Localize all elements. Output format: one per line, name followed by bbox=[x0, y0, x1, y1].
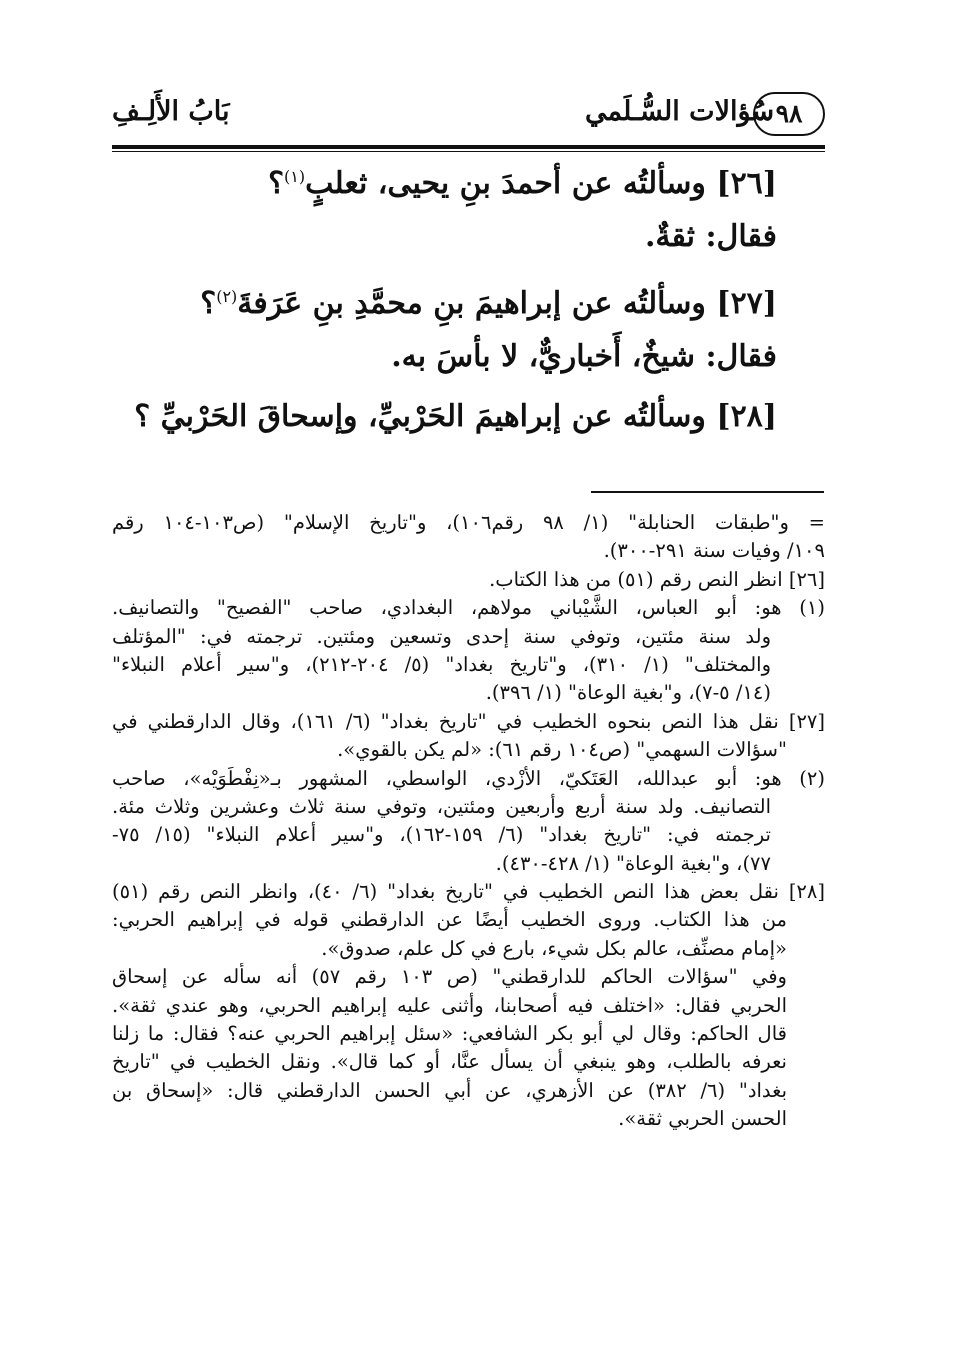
footnote-line: الحربي فقال: «اختلف فيه أصحابنا، وأثنى عليه إبراهيم الحربي، وهو عندي ثقة». bbox=[112, 993, 787, 1017]
footnote-line: ولد سنة مئتين، وتوفي سنة إحدى وتسعين ومئتين. ترجمته في: "المؤتلف bbox=[112, 624, 771, 648]
footnote-separator bbox=[591, 491, 824, 493]
footnote-line: «إمام مصنِّف، عالم بكل شيء، بارع في كل علم، صدوق». bbox=[321, 936, 787, 960]
footnote-line: وفي "سؤالات الحاكم للدارقطني" (ص ١٠٣ رقم ٥٧) أنه سأله عن إسحاق bbox=[112, 965, 787, 989]
footnote-line: التصانيف. ولد سنة أربع وأربعين ومئتين، وتوفي سنة ثلاث وعشرين وثلاث مئة. bbox=[112, 794, 771, 818]
footnote-line: بغداد" (٦/ ٣٨٢) عن الأزهري، عن أبي الحسن الدارقطني قال: «إسحاق بن bbox=[112, 1078, 787, 1102]
header-rule-thin bbox=[112, 151, 825, 152]
entry-text: [٢٨] وسألتُه عن إبراهيمَ الحَرْبيِّ، وإسحاقَ الحَرْبيِّ ؟ bbox=[134, 399, 777, 434]
footnote-line: ترجمته في: "تاريخ بغداد" (٦/ ١٥٩-١٦٢)، و"سير أعلام النبلاء" (١٥/ ٧٥- bbox=[112, 823, 771, 847]
footnote-line: الحسن الحربي ثقة». bbox=[618, 1107, 787, 1131]
page-number: ٩٨ bbox=[753, 92, 825, 136]
footnote-line: [٢٧] نقل هذا النص بنحوه الخطيب في "تاريخ بغداد" (٦/ ١٦١)، وقال الدارقطني في bbox=[112, 709, 825, 733]
footnote-line: والمختلف" (١/ ٣١٠)، و"تاريخ بغداد" (٥/ ٢٠٤-٢١٢)، و"سير أعلام النبلاء" bbox=[112, 652, 771, 676]
entry-text: [٢٦] وسألتُه عن أحمدَ بنِ يحيى، ثعلبٍ bbox=[305, 166, 777, 201]
entry-27-question bbox=[137, 280, 777, 340]
footnote-line: نعرفه بالطلب، وهو ينبغي أن يسأل عنَّا، أو كما قال». ونقل الخطيب في "تاريخ bbox=[112, 1050, 787, 1074]
footnotes bbox=[112, 509, 825, 1134]
footnote-ref: (٢) bbox=[216, 287, 238, 306]
footnote-line: [٢٨] نقل بعض هذا النص الخطيب في "تاريخ بغداد" (٦/ ٤٠)، وانظر النص رقم (٥١) bbox=[112, 880, 825, 904]
entry-text: فقال: شيخٌ، أَخباريٌّ، لا بأسَ به. bbox=[391, 339, 777, 374]
footnote-line: (١٤/ ٥-٧)، و"بغية الوعاة" (١/ ٣٩٦). bbox=[485, 681, 771, 705]
footnote-line: [٢٦] انظر النص رقم (٥١) من هذا الكتاب. bbox=[489, 567, 825, 591]
footnote-line: ١٠٩/ وفيات سنة ٢٩١-٣٠٠). bbox=[603, 539, 825, 563]
footnote-line: "سؤالات السهمي" (ص١٠٤ رقم ٦١): «لم يكن بالقوي». bbox=[337, 738, 787, 762]
header-rule bbox=[112, 145, 825, 149]
footnote-line: = و"طبقات الحنابلة" (١/ ٩٨ رقم١٠٦)، و"تاريخ الإسلام" (ص١٠٣-١٠٤ رقم bbox=[112, 511, 825, 534]
entry-27-answer bbox=[137, 340, 777, 400]
main-text bbox=[134, 160, 777, 460]
footnote-line: (١) هو: أبو العباس، الشَّيْباني مولاهم، البغدادي، صاحب "الفصيح" والتصانيف. bbox=[112, 596, 825, 620]
footnote-line: (٢) هو: أبو عبدالله، العَتَكيّ، الأزْدي، الواسطي، المشهور بـ«نِفْطَوَيْه»، صاحب bbox=[112, 766, 825, 790]
footnote-line: قال الحاكم: وقال لي أبو بكر الشافعي: «سئل إبراهيم الحربي عنه؟ فقال: ما زلنا bbox=[112, 1022, 787, 1046]
chapter-heading: بَابُ الأَلِـفِ bbox=[112, 96, 230, 127]
footnote-line: من هذا الكتاب. وروى الخطيب أيضًا عن الدارقطني قوله في إبراهيم الحربي: bbox=[112, 908, 787, 932]
footnote-line: ٧٧)، و"بغية الوعاة" (١/ ٤٢٨-٤٣٠). bbox=[495, 851, 771, 875]
entry-26-answer bbox=[137, 220, 777, 280]
entry-end: ؟ bbox=[200, 286, 217, 321]
entry-text: فقال: ثقةٌ. bbox=[644, 219, 777, 254]
entry-26-question bbox=[137, 160, 777, 220]
book-title: سُؤالات السُّـلَمي bbox=[585, 96, 775, 127]
footnote-ref: (١) bbox=[284, 167, 306, 186]
entry-end: ؟ bbox=[268, 166, 284, 201]
entry-28-question bbox=[134, 399, 777, 460]
entry-text: [٢٧] وسألتُه عن إبراهيمَ بنِ محمَّدِ بنِ عَرَفةَ bbox=[237, 286, 777, 321]
